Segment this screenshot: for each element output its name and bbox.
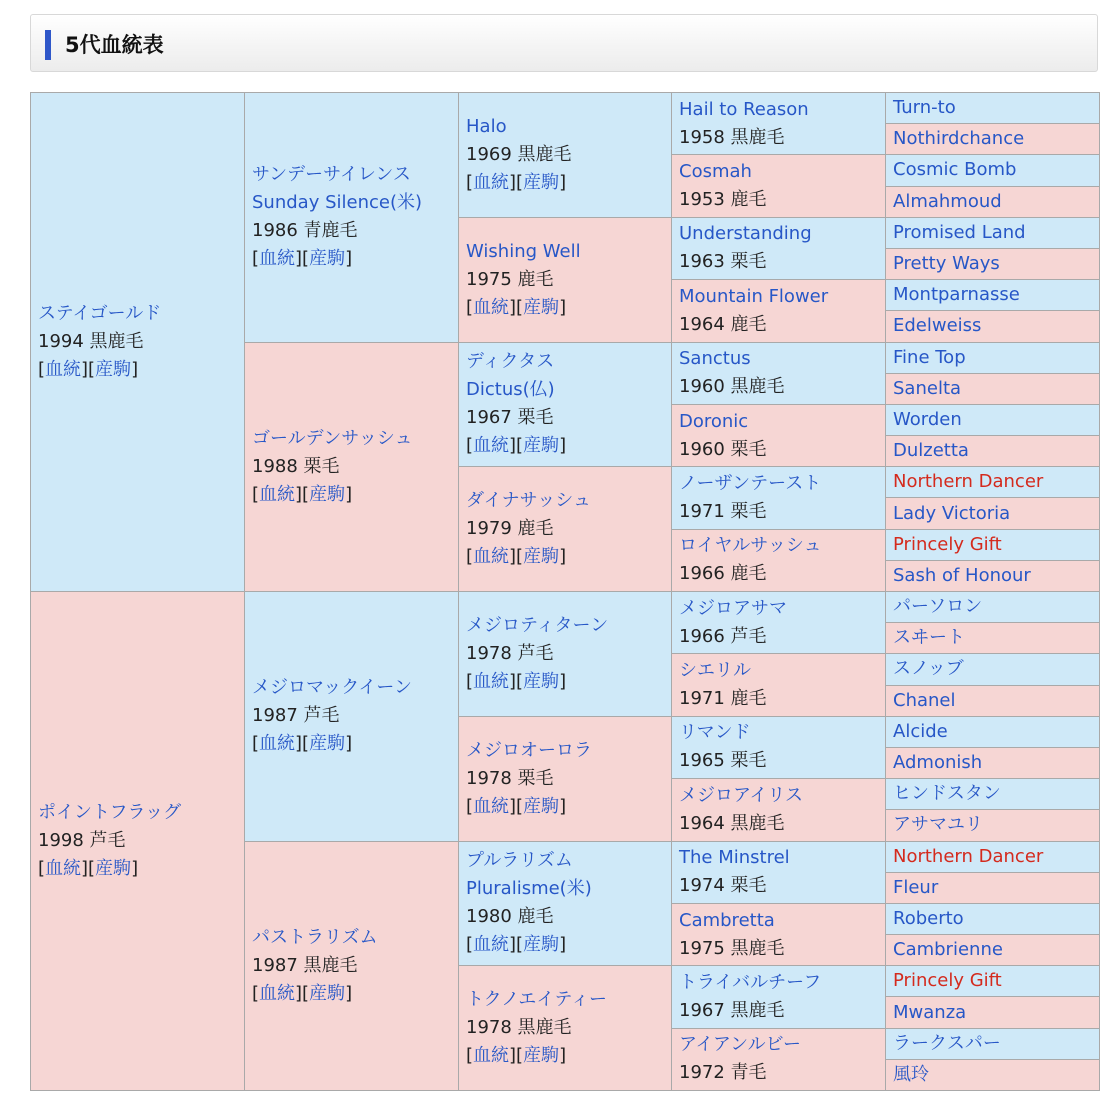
gen4-horse-cell bbox=[672, 155, 886, 217]
pedigree-link[interactable]: 血統 bbox=[473, 435, 510, 457]
progeny-link[interactable]: 産駒 bbox=[523, 296, 560, 318]
gen5-horse-cell bbox=[886, 654, 1100, 685]
progeny-link[interactable]: 産駒 bbox=[523, 435, 560, 457]
pedigree-link[interactable]: 血統 bbox=[259, 982, 296, 1004]
horse-name-link[interactable]: Pretty Ways bbox=[893, 253, 1000, 275]
horse-birth-color: 1974 栗毛 bbox=[679, 875, 767, 897]
horse-name-link[interactable]: トクノエイティー bbox=[466, 989, 607, 1011]
horse-name-link[interactable]: Roberto bbox=[893, 907, 964, 929]
horse-name-link[interactable]: スノッブ bbox=[893, 658, 964, 680]
progeny-link[interactable]: 産駒 bbox=[523, 171, 560, 193]
gen3-horse-cell: ディクタス Dictus(仏) 1967 栗毛 [血統][産駒] bbox=[459, 342, 672, 467]
gen5-horse-cell bbox=[886, 93, 1100, 124]
horse-birth-color: 1987 芦毛 bbox=[252, 705, 340, 727]
gen5-horse-cell bbox=[886, 248, 1100, 279]
gen3-horse-cell: メジロティターン 1978 芦毛 [血統][産駒] bbox=[459, 592, 672, 717]
horse-name-link[interactable]: Cambrienne bbox=[893, 939, 1003, 961]
horse-name-link[interactable]: Chanel bbox=[893, 689, 956, 711]
horse-birth-color: 1972 青毛 bbox=[679, 1062, 767, 1084]
gen4-horse-cell bbox=[672, 217, 886, 279]
horse-name-link[interactable]: ポイントフラッグ bbox=[38, 802, 182, 823]
gen4-horse-cell bbox=[672, 280, 886, 342]
horse-name-link[interactable]: パーソロン bbox=[893, 596, 983, 618]
horse-name-link[interactable]: ヒンドスタン bbox=[893, 783, 1001, 805]
gen5-horse-cell bbox=[886, 186, 1100, 217]
progeny-link[interactable]: 産駒 bbox=[523, 934, 560, 956]
gen5-horse-cell bbox=[886, 685, 1100, 716]
horse-name-link[interactable]: Understanding bbox=[679, 223, 812, 245]
section-header bbox=[30, 14, 1098, 72]
horse-birth-color: 1966 鹿毛 bbox=[679, 563, 767, 585]
horse-name-link[interactable]: ディクタス bbox=[466, 351, 555, 373]
gen3-horse-cell: ダイナサッシュ 1979 鹿毛 [血統][産駒] bbox=[459, 467, 672, 592]
gen5-horse-cell bbox=[886, 903, 1100, 934]
pedigree-link[interactable]: 血統 bbox=[259, 248, 296, 270]
horse-birth-color: 1975 鹿毛 bbox=[466, 268, 554, 290]
horse-alt-name-link[interactable]: Dictus(仏) bbox=[466, 379, 555, 401]
horse-name-link[interactable]: Princely Gift bbox=[893, 970, 1002, 992]
gen5-horse-cell bbox=[886, 280, 1100, 311]
horse-birth-color: 1994 黒鹿毛 bbox=[38, 331, 144, 352]
horse-name-link[interactable]: スヰート bbox=[893, 627, 965, 649]
progeny-link[interactable]: 産駒 bbox=[309, 982, 346, 1004]
gen3-horse-cell: プルラリズム Pluralisme(米) 1980 鹿毛 [血統][産駒] bbox=[459, 841, 672, 966]
page-title: 5代血統表 bbox=[65, 33, 164, 57]
gen5-horse-cell bbox=[886, 997, 1100, 1028]
gen4-horse-cell bbox=[672, 93, 886, 155]
horse-name-link[interactable]: Nothirdchance bbox=[893, 128, 1025, 150]
horse-name-link[interactable]: リマンド bbox=[679, 722, 751, 744]
gen4-horse-cell bbox=[672, 903, 886, 965]
gen3-horse-cell: メジロオーロラ 1978 栗毛 [血統][産駒] bbox=[459, 716, 672, 841]
pedigree-link[interactable]: 血統 bbox=[473, 546, 510, 568]
horse-birth-color: 1967 栗毛 bbox=[466, 407, 554, 429]
horse-name-link[interactable]: Cosmah bbox=[679, 161, 752, 183]
horse-name-link[interactable]: Turn-to bbox=[893, 97, 956, 119]
horse-birth-color: 1953 鹿毛 bbox=[679, 189, 767, 211]
horse-name-link[interactable]: パストラリズム bbox=[252, 926, 378, 948]
gen5-horse-cell bbox=[886, 373, 1100, 404]
horse-name-link[interactable]: Mwanza bbox=[893, 1001, 967, 1023]
progeny-link[interactable]: 産駒 bbox=[309, 733, 346, 755]
pedigree-link[interactable]: 血統 bbox=[473, 670, 510, 692]
horse-name-link[interactable]: アイアンルビー bbox=[679, 1034, 801, 1056]
horse-birth-color: 1978 芦毛 bbox=[466, 642, 554, 664]
gen2-horse-cell: ゴールデンサッシュ 1988 栗毛 [血統][産駒] bbox=[245, 342, 459, 592]
horse-birth-color: 1978 栗毛 bbox=[466, 767, 554, 789]
pedigree-row bbox=[31, 592, 1100, 623]
gen1-horse-cell: ステイゴールド 1994 黒鹿毛 [血統][産駒] bbox=[31, 93, 245, 592]
horse-alt-name-link[interactable]: Sunday Silence(米) bbox=[252, 192, 422, 214]
horse-name-link[interactable]: Sash of Honour bbox=[893, 564, 1031, 586]
progeny-link[interactable]: 産駒 bbox=[523, 1045, 560, 1067]
horse-name-link[interactable]: ロイヤルサッシュ bbox=[679, 535, 822, 557]
progeny-link[interactable]: 産駒 bbox=[523, 546, 560, 568]
pedigree-link[interactable]: 血統 bbox=[45, 359, 82, 380]
pedigree-link[interactable]: 血統 bbox=[473, 934, 510, 956]
gen5-horse-cell bbox=[886, 404, 1100, 435]
horse-alt-name-link[interactable]: Pluralisme(米) bbox=[466, 878, 592, 900]
gen2-horse-cell: メジロマックイーン 1987 芦毛 [血統][産駒] bbox=[245, 592, 459, 842]
gen3-horse-cell: Halo 1969 黒鹿毛 [血統][産駒] bbox=[459, 93, 672, 218]
pedigree-link[interactable]: 血統 bbox=[259, 733, 296, 755]
horse-name-link[interactable]: Dulzetta bbox=[893, 440, 969, 462]
gen3-horse-cell: Wishing Well 1975 鹿毛 [血統][産駒] bbox=[459, 217, 672, 342]
horse-name-link[interactable]: サンデーサイレンス bbox=[252, 164, 411, 186]
horse-name-link[interactable]: Sanelta bbox=[893, 377, 962, 399]
gen3-horse-cell: トクノエイティー 1978 黒鹿毛 [血統][産駒] bbox=[459, 966, 672, 1091]
pedigree-link[interactable]: 血統 bbox=[45, 858, 82, 879]
horse-birth-color: 1979 鹿毛 bbox=[466, 518, 554, 540]
horse-birth-color: 1960 黒鹿毛 bbox=[679, 376, 785, 398]
gen5-horse-cell bbox=[886, 498, 1100, 529]
horse-birth-color: 1958 黒鹿毛 bbox=[679, 126, 785, 148]
horse-name-link[interactable]: ゴールデンサッシュ bbox=[252, 427, 413, 449]
gen4-horse-cell bbox=[672, 592, 886, 654]
gen4-horse-cell bbox=[672, 1028, 886, 1090]
gen4-horse-cell bbox=[672, 779, 886, 841]
horse-name-link[interactable]: メジロアサマ bbox=[679, 597, 787, 619]
gen1-horse-cell: ポイントフラッグ 1998 芦毛 [血統][産駒] bbox=[31, 592, 245, 1091]
horse-birth-color: 1963 栗毛 bbox=[679, 251, 767, 273]
horse-birth-color: 1964 黒鹿毛 bbox=[679, 812, 785, 834]
gen5-horse-cell bbox=[886, 592, 1100, 623]
header-accent-bar bbox=[45, 30, 51, 60]
gen5-horse-cell bbox=[886, 872, 1100, 903]
horse-name-link[interactable]: Promised Land bbox=[893, 221, 1026, 243]
horse-name-link[interactable]: Edelweiss bbox=[893, 315, 982, 337]
gen5-horse-cell bbox=[886, 1028, 1100, 1059]
horse-name-link[interactable]: ステイゴールド bbox=[38, 303, 162, 324]
horse-birth-color: 1965 栗毛 bbox=[679, 750, 767, 772]
horse-name-link[interactable]: メジロティターン bbox=[466, 614, 609, 636]
gen4-horse-cell bbox=[672, 841, 886, 903]
horse-name-link[interactable]: Doronic bbox=[679, 410, 749, 432]
horse-name-link[interactable]: Halo bbox=[466, 115, 507, 137]
gen5-horse-cell bbox=[886, 560, 1100, 591]
horse-name-link[interactable]: ダイナサッシュ bbox=[466, 490, 591, 512]
pedigree-table bbox=[30, 92, 1100, 1091]
gen4-horse-cell bbox=[672, 654, 886, 716]
progeny-link[interactable]: 産駒 bbox=[523, 670, 560, 692]
horse-name-link[interactable]: Fleur bbox=[893, 876, 939, 898]
progeny-link[interactable]: 産駒 bbox=[309, 248, 346, 270]
horse-birth-color: 1960 栗毛 bbox=[679, 438, 767, 460]
gen5-horse-cell bbox=[886, 467, 1100, 498]
horse-birth-color: 1978 黒鹿毛 bbox=[466, 1017, 572, 1039]
progeny-link[interactable]: 産駒 bbox=[95, 359, 132, 380]
horse-birth-color: 1986 青鹿毛 bbox=[252, 220, 358, 242]
horse-name-link[interactable]: Admonish bbox=[893, 752, 983, 774]
pedigree-link[interactable]: 血統 bbox=[473, 1045, 510, 1067]
pedigree-row bbox=[31, 93, 1100, 124]
horse-name-link[interactable]: プルラリズム bbox=[466, 850, 573, 872]
gen5-horse-cell bbox=[886, 311, 1100, 342]
gen5-horse-cell bbox=[886, 935, 1100, 966]
gen4-horse-cell bbox=[672, 966, 886, 1028]
horse-name-link[interactable]: Montparnasse bbox=[893, 284, 1020, 306]
gen5-horse-cell bbox=[886, 747, 1100, 778]
horse-name-link[interactable]: Sanctus bbox=[679, 348, 751, 370]
gen4-horse-cell bbox=[672, 404, 886, 466]
horse-birth-color: 1988 栗毛 bbox=[252, 455, 340, 477]
horse-name-link[interactable]: Cosmic Bomb bbox=[893, 159, 1017, 181]
horse-birth-color: 1964 鹿毛 bbox=[679, 313, 767, 335]
horse-birth-color: 1969 黒鹿毛 bbox=[466, 143, 572, 165]
horse-name-link[interactable]: Hail to Reason bbox=[679, 98, 809, 120]
progeny-link[interactable]: 産駒 bbox=[309, 483, 346, 505]
gen4-horse-cell bbox=[672, 467, 886, 529]
gen4-horse-cell bbox=[672, 529, 886, 591]
gen2-horse-cell: パストラリズム 1987 黒鹿毛 [血統][産駒] bbox=[245, 841, 459, 1091]
horse-name-link[interactable]: Fine Top bbox=[893, 346, 966, 368]
pedigree-link[interactable]: 血統 bbox=[259, 483, 296, 505]
progeny-link[interactable]: 産駒 bbox=[523, 795, 560, 817]
horse-name-link[interactable]: メジロオーロラ bbox=[466, 739, 592, 761]
horse-name-link[interactable]: 風玲 bbox=[893, 1063, 929, 1085]
progeny-link[interactable]: 産駒 bbox=[95, 858, 132, 879]
horse-name-link[interactable]: Wishing Well bbox=[466, 240, 581, 262]
gen5-horse-cell bbox=[886, 623, 1100, 654]
horse-name-link[interactable]: Mountain Flower bbox=[679, 285, 829, 307]
horse-name-link[interactable]: Lady Victoria bbox=[893, 502, 1011, 524]
gen4-horse-cell bbox=[672, 342, 886, 404]
horse-name-link[interactable]: ラークスパー bbox=[893, 1032, 1001, 1054]
horse-birth-color: 1971 栗毛 bbox=[679, 500, 767, 522]
gen5-horse-cell bbox=[886, 342, 1100, 373]
horse-birth-color: 1975 黒鹿毛 bbox=[679, 937, 785, 959]
horse-name-link[interactable]: Northern Dancer bbox=[893, 471, 1044, 493]
horse-name-link[interactable]: トライバルチーフ bbox=[679, 971, 822, 993]
horse-name-link[interactable]: Princely Gift bbox=[893, 533, 1002, 555]
gen5-horse-cell bbox=[886, 436, 1100, 467]
pedigree-link[interactable]: 血統 bbox=[473, 795, 510, 817]
horse-name-link[interactable]: メジロマックイーン bbox=[252, 677, 413, 699]
horse-name-link[interactable]: The Minstrel bbox=[679, 847, 790, 869]
gen5-horse-cell bbox=[886, 529, 1100, 560]
horse-birth-color: 1998 芦毛 bbox=[38, 830, 126, 851]
pedigree-link[interactable]: 血統 bbox=[473, 296, 510, 318]
gen5-horse-cell bbox=[886, 155, 1100, 186]
gen5-horse-cell bbox=[886, 779, 1100, 810]
horse-name-link[interactable]: Northern Dancer bbox=[893, 845, 1044, 867]
gen5-horse-cell bbox=[886, 1059, 1100, 1090]
gen5-horse-cell bbox=[886, 124, 1100, 155]
horse-birth-color: 1980 鹿毛 bbox=[466, 906, 554, 928]
horse-name-link[interactable]: アサマユリ bbox=[893, 814, 983, 836]
horse-birth-color: 1967 黒鹿毛 bbox=[679, 999, 785, 1021]
gen5-horse-cell bbox=[886, 217, 1100, 248]
gen5-horse-cell bbox=[886, 716, 1100, 747]
horse-name-link[interactable]: Cambretta bbox=[679, 909, 775, 931]
horse-birth-color: 1987 黒鹿毛 bbox=[252, 954, 358, 976]
gen5-horse-cell bbox=[886, 966, 1100, 997]
horse-name-link[interactable]: Almahmoud bbox=[893, 190, 1002, 212]
horse-name-link[interactable]: Alcide bbox=[893, 720, 948, 742]
pedigree-link[interactable]: 血統 bbox=[473, 171, 510, 193]
horse-birth-color: 1966 芦毛 bbox=[679, 625, 767, 647]
horse-name-link[interactable]: メジロアイリス bbox=[679, 784, 804, 806]
horse-birth-color: 1971 鹿毛 bbox=[679, 688, 767, 710]
gen5-horse-cell bbox=[886, 841, 1100, 872]
horse-name-link[interactable]: Worden bbox=[893, 408, 962, 430]
horse-name-link[interactable]: シエリル bbox=[679, 660, 751, 682]
gen4-horse-cell bbox=[672, 716, 886, 778]
gen5-horse-cell bbox=[886, 810, 1100, 841]
horse-name-link[interactable]: ノーザンテースト bbox=[679, 472, 822, 494]
gen2-horse-cell: サンデーサイレンス Sunday Silence(米) 1986 青鹿毛 [血統][産駒] bbox=[245, 93, 459, 343]
